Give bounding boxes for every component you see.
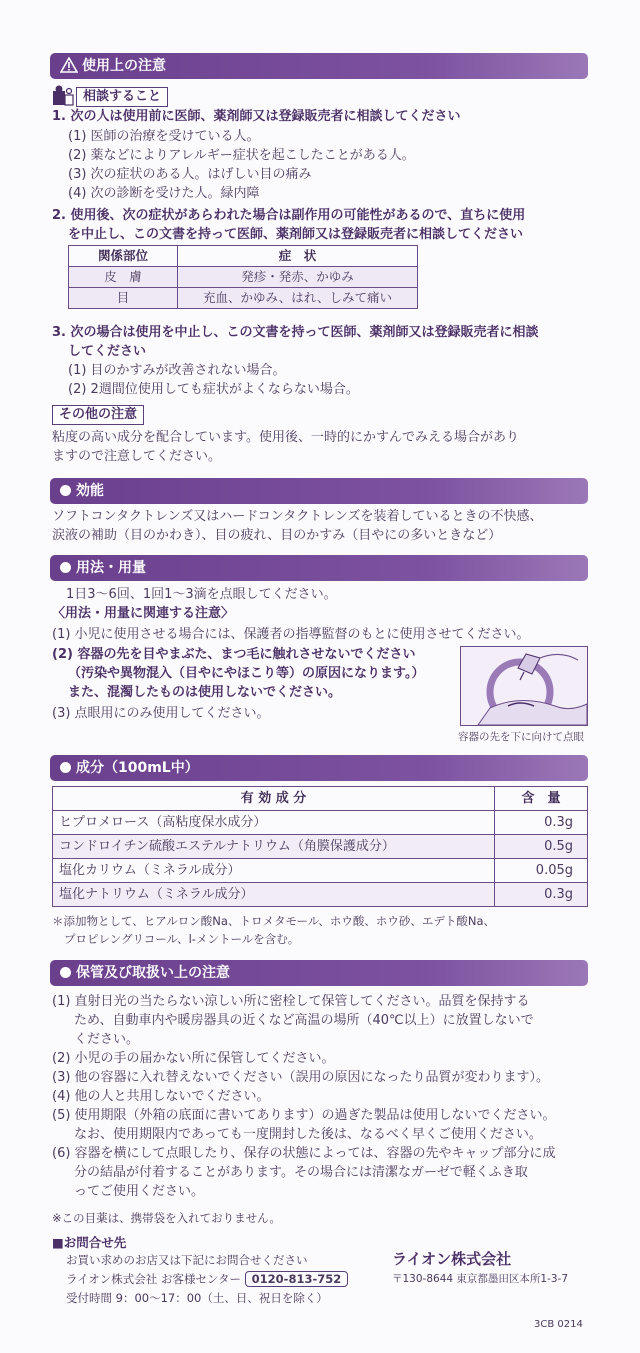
other-caution-text: ますので注意してください。 [52,449,222,464]
storage-line: ってご使用ください。 [74,1184,205,1199]
table-row [53,811,588,835]
storage-line: (5) 使用期限（外箱の底面に書いてあります）の過ぎた製品は使用しないでください。 [52,1108,556,1123]
storage-line: ため、自動車内や暖房器具の近くなど高温の場所（40℃以上）に放置しないで [74,1013,534,1028]
caution-item-1-sub: (3) 次の症状のある人。はげしい目の痛み [68,167,312,182]
company-address: 〒130-8644 東京都墨田区本所1-3-7 [392,1273,569,1285]
table-cell: 0.5g [495,835,588,859]
dosage-note-2-cont: （汚染や異物混入（目やにやほこり等）の原因になります。） [68,666,425,681]
table-row [53,835,588,859]
section-header-dosage [50,555,588,581]
table-cell: 0.05g [495,859,588,883]
storage-line: (4) 他の人と共用しないでください。 [52,1089,270,1104]
section-header-caution [50,53,588,79]
consult-label: 相談すること [76,87,168,107]
table-header: 関係部位 [69,246,178,267]
bag-note: ※この目薬は、携帯袋を入れておりません。 [52,1211,281,1225]
table-cell: 0.3g [495,811,588,835]
section-title: 成分（100mL中） [76,760,199,776]
table-cell: コンドロイチン硫酸エステルナトリウム（角膜保護成分） [53,835,495,859]
caution-item-3-sub: (2) 2週間位使用しても症状がよくならない場合。 [68,382,359,397]
bullet-icon [60,967,71,978]
contact-title: ■お問合せ先 [52,1235,127,1250]
additives-note: ＊添加物として、ヒアルロン酸Na、トロメタモール、ホウ酸、ホウ砂、エデト酸Na、 [52,914,495,928]
table-row [53,883,588,907]
caution-item-2-cont: を中止し、この文書を持って医師、薬剤師又は登録販売者に相談してください [68,227,524,242]
illustration-caption: 容器の先を下に向けて点眼 [458,731,584,743]
section-title: 保管及び取扱い上の注意 [76,965,230,981]
caution-item-1: 1. 次の人は使用前に医師、薬剤師又は登録販売者に相談してください [52,109,461,124]
dosage-note-3: (3) 点眼用にのみ使用してください。 [52,706,270,721]
table-row [53,859,588,883]
bullet-icon [60,562,71,573]
section-title: 使用上の注意 [82,58,166,74]
table-cell: ヒプロメロース（高粘度保水成分） [53,811,495,835]
dosage-note-2-cont: また、混濁したものは使用しないでください。 [68,685,342,700]
bullet-icon [60,762,71,773]
efficacy-text: ソフトコンタクトレンズ又はハードコンタクトレンズを装着しているときの不快感、 [52,509,543,524]
caution-item-2: 2. 使用後、次の症状があらわれた場合は副作用の可能性があるので、直ちに使用 [52,208,526,223]
eyedrop-illustration [460,646,588,732]
section-header-ingredients [50,755,588,781]
table-cell: 発疹・発赤、かゆみ [178,267,418,288]
caution-item-1-sub: (1) 医師の治療を受けている人。 [68,129,260,144]
storage-line: (1) 直射日光の当たらない涼しい所に密栓して保管してください。品質を保持する [52,994,530,1009]
caution-item-1-sub: (2) 薬などによりアレルギー症状を起こしたことがある人。 [68,148,415,163]
contact-center-label: ライオン株式会社 お客様センター [66,1272,242,1286]
symptom-table [68,245,418,309]
dosage-subtitle: 〈用法・用量に関連する注意〉 [52,606,235,621]
section-header-storage [50,960,588,986]
table-cell: 目 [69,288,178,309]
ingredients-table [52,786,588,907]
section-title: 効能 [76,483,104,499]
table-cell: 充血、かゆみ、はれ、しみて痛い [178,288,418,309]
storage-line: (2) 小児の手の届かない所に保管してください。 [52,1051,335,1066]
table-header: 含 量 [495,787,588,811]
table-cell: 塩化カリウム（ミネラル成分） [53,859,495,883]
storage-line: ください。 [74,1032,140,1047]
caution-item-1-sub: (4) 次の診断を受けた人。緑内障 [68,186,260,201]
contact-hours: 受付時間 9：00～17：00（土、日、祝日を除く） [66,1291,328,1305]
bullet-icon [60,485,71,496]
contact-text: お買い求めのお店又は下記にお問合せください [66,1253,308,1267]
print-code: 3CB 0214 [534,1319,583,1330]
storage-line: (6) 容器を横にして点眼したり、保存の状態によっては、容器の先やキャップ部分に成 [52,1146,556,1161]
company-name: ライオン株式会社 [392,1250,512,1268]
other-caution-text: 粘度の高い成分を配合しています。使用後、一時的にかすんでみえる場合があり [52,430,519,445]
dosage-note-2: (2) 容器の先を目やまぶた、まつ毛に触れさせないでください [52,647,416,662]
caution-item-3-cont: してください [68,344,147,359]
dosage-note-1: (1) 小児に使用させる場合には、保護者の指導監督のもとに使用させてください。 [52,627,530,642]
storage-line: なお、使用期限内であっても一度開封した後は、なるべく早くご使用ください。 [74,1127,542,1142]
additives-note: プロピレングリコール、l-メントールを含む。 [64,932,300,946]
section-title: 用法・用量 [76,560,146,576]
storage-line: (3) 他の容器に入れ替えないでください（誤用の原因になったり品質が変わります）。 [52,1070,550,1085]
section-header-efficacy [50,478,588,504]
caution-item-3: 3. 次の場合は使用を中止し、この文書を持って医師、薬剤師又は登録販売者に相談 [52,325,539,340]
table-header: 有 効 成 分 [53,787,495,811]
table-header: 症 状 [178,246,418,267]
contact-center [66,1270,348,1288]
caution-item-3-sub: (1) 目のかすみが改善されない場合。 [68,363,286,378]
table-row [69,288,418,309]
other-caution-label: その他の注意 [52,405,144,425]
table-cell: 皮 膚 [69,267,178,288]
table-cell: 塩化ナトリウム（ミネラル成分） [53,883,495,907]
table-row [69,267,418,288]
storage-line: 分の結晶が付着することがあります。その場合には清潔なガーゼで軽くふき取 [74,1165,528,1180]
dosage-text: 1日3～6回、1回1～3滴を点眼してください。 [66,587,337,602]
warning-icon [60,56,78,82]
efficacy-text: 涙液の補助（目のかわき）、目の疲れ、目のかすみ（目やにの多いときなど） [52,528,502,543]
table-cell: 0.3g [495,883,588,907]
phone-number: 0120-813-752 [245,1271,349,1287]
